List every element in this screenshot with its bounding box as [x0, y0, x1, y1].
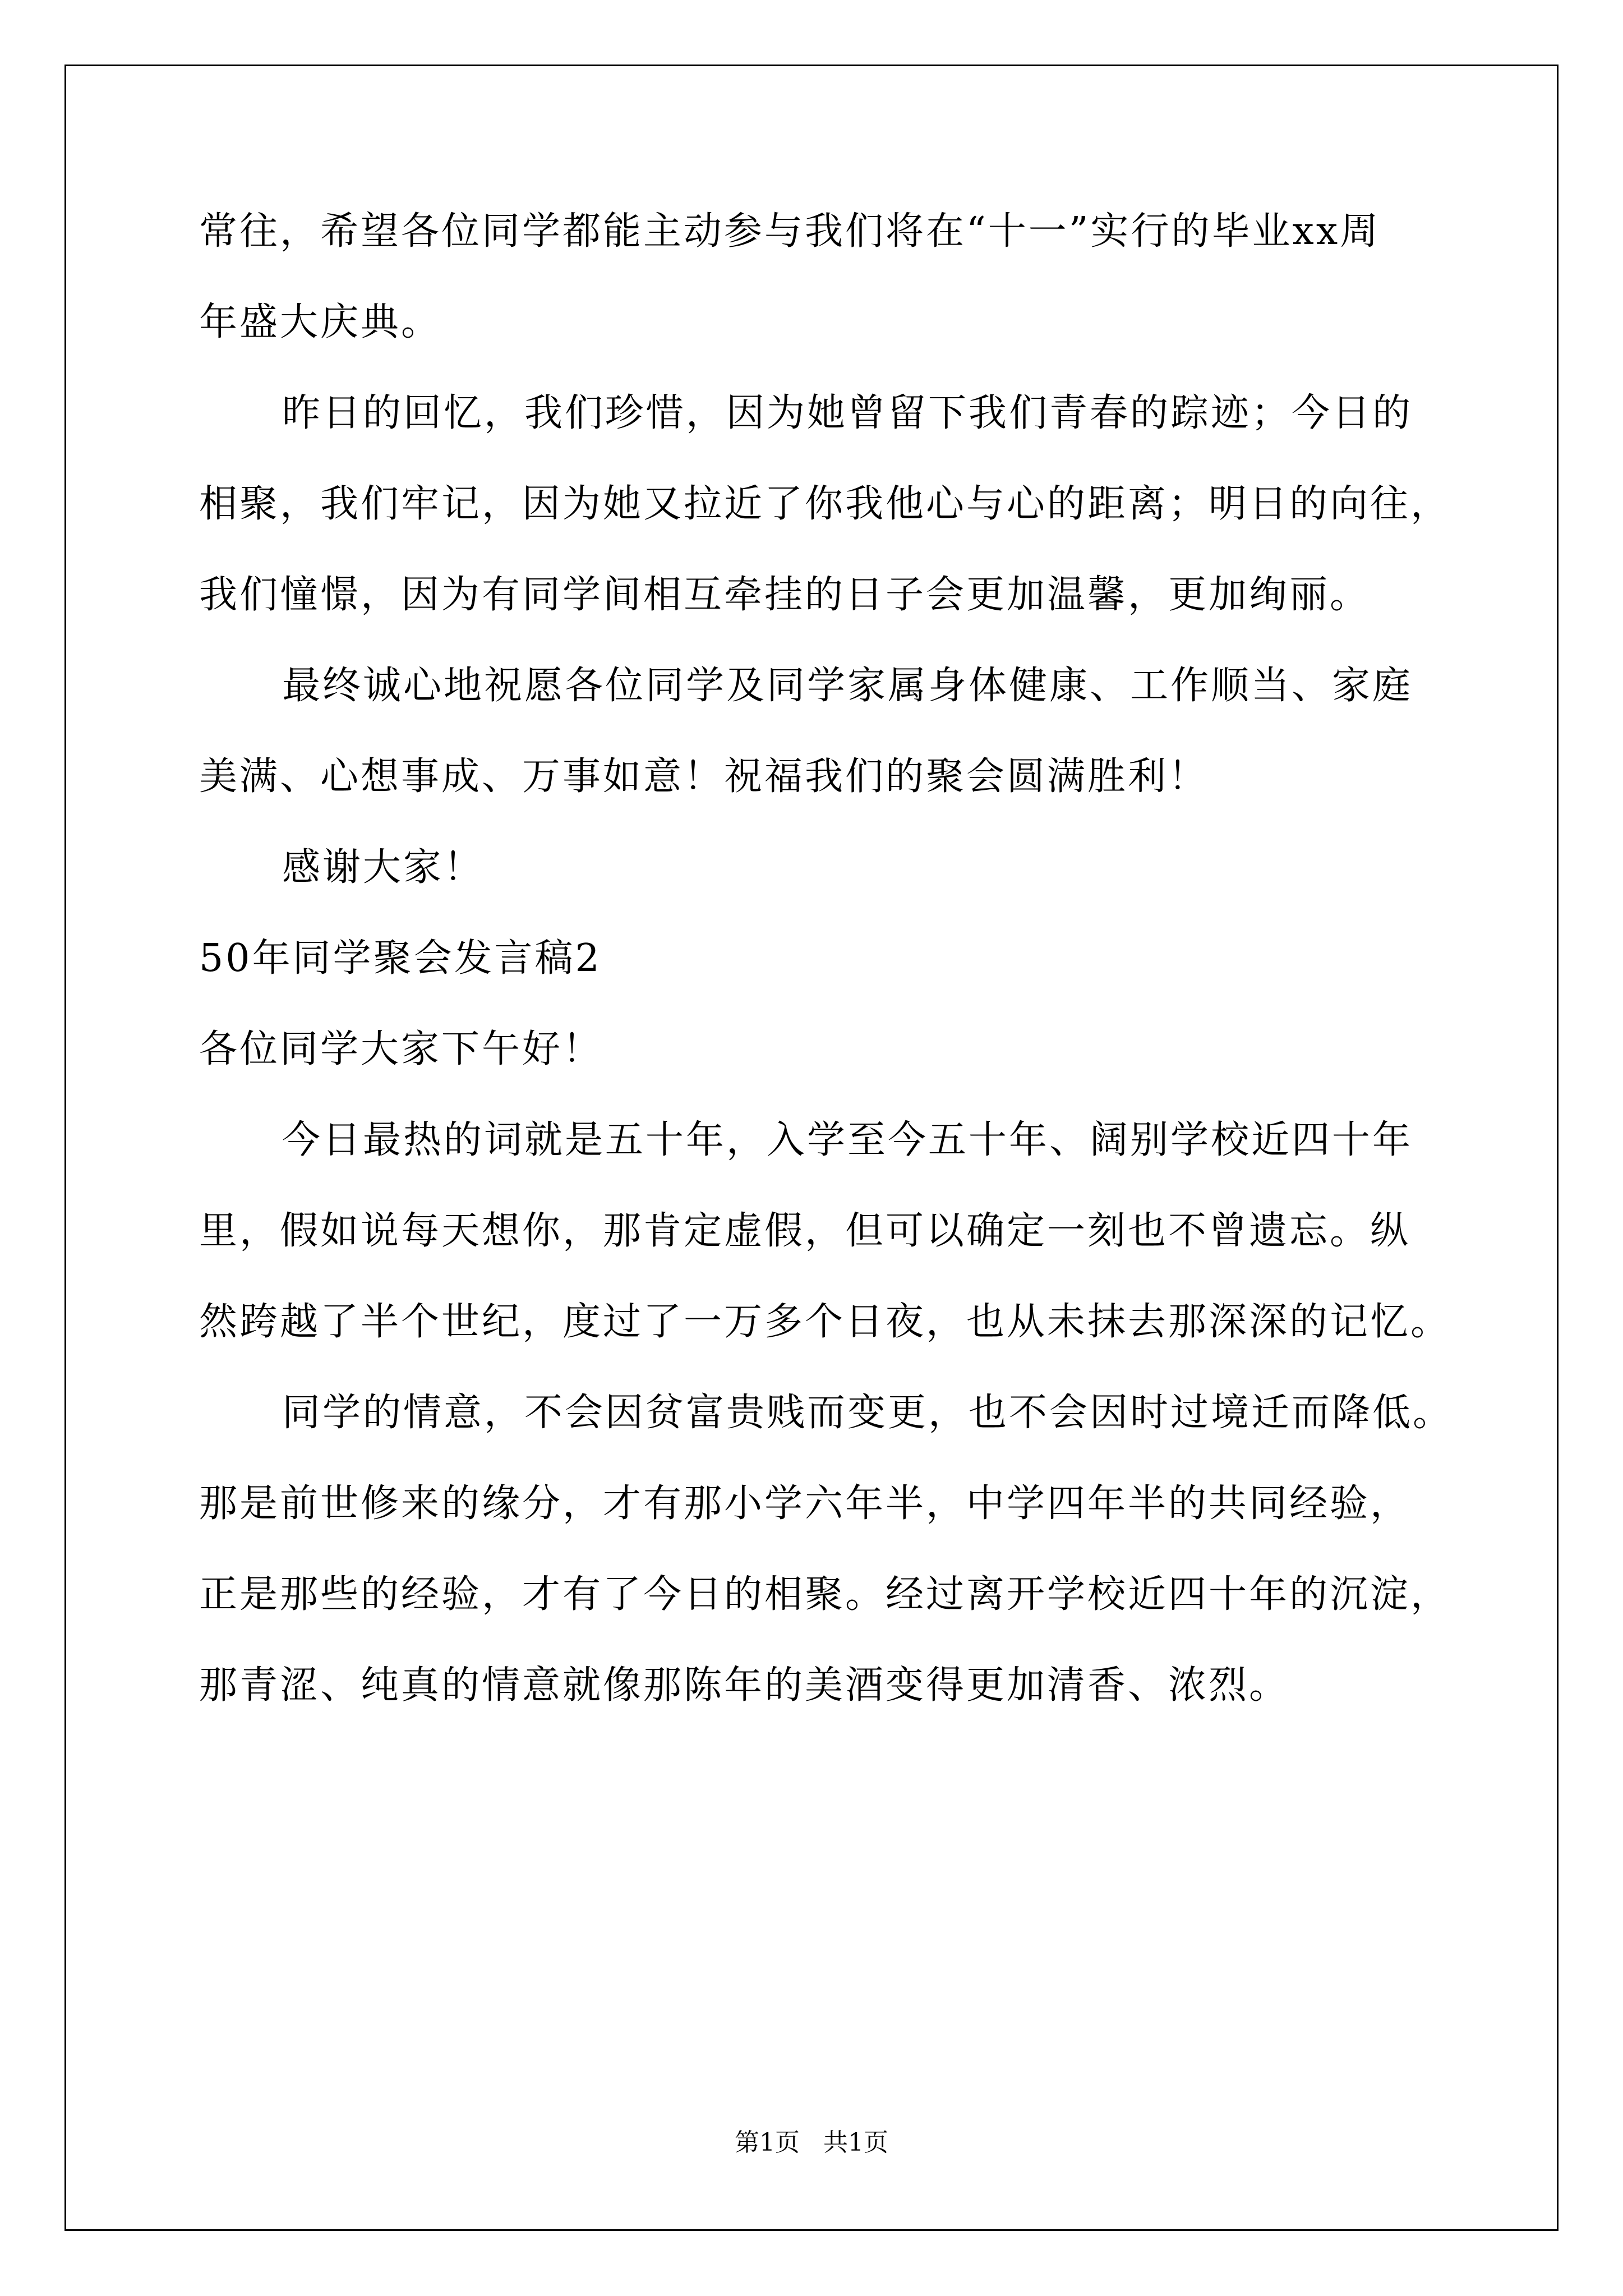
text-line: 然跨越了半个世纪，度过了一万多个日夜，也从未抹去那深深的记忆。	[199, 1300, 1451, 1344]
page-footer: 第1页 共1页	[735, 2128, 888, 2157]
paragraph-start: 感谢大家！	[282, 845, 485, 890]
greeting-line: 各位同学大家下午好！	[199, 1027, 603, 1071]
text-line: 年盛大庆典。	[199, 300, 442, 344]
paragraph-start: 今日最热的词就是五十年，入学至今五十年、阔别学校近四十年	[282, 1118, 1413, 1162]
paragraph-start: 昨日的回忆，我们珍惜，因为她曾留下我们青春的踪迹；今日的	[282, 391, 1413, 435]
text-line: 美满、心想事成、万事如意！祝福我们的聚会圆满胜利！	[199, 754, 1209, 799]
text-line: 里，假如说每天想你，那肯定虚假，但可以确定一刻也不曾遗忘。纵	[199, 1209, 1411, 1253]
paragraph-start: 同学的情意，不会因贫富贵贱而变更，也不会因时过境迁而降低。	[282, 1391, 1454, 1435]
document-body	[199, 209, 1454, 1755]
text-line: 我们憧憬，因为有同学间相互牵挂的日子会更加温馨，更加绚丽。	[199, 573, 1371, 617]
text-line: 那是前世修来的缘分，才有那小学六年半，中学四年半的共同经验，	[199, 1481, 1411, 1526]
text-line: 正是那些的经验，才有了今日的相聚。经过离开学校近四十年的沉淀，	[199, 1572, 1451, 1617]
text-line: 常往，希望各位同学都能主动参与我们将在“十一”实行的毕业xx周	[199, 209, 1381, 254]
paragraph-start: 最终诚心地祝愿各位同学及同学家属身体健康、工作顺当、家庭	[282, 664, 1413, 708]
text-line: 相聚，我们牢记，因为她又拉近了你我他心与心的距离；明日的向往，	[199, 482, 1451, 526]
section-heading: 50年同学聚会发言稿2	[199, 936, 602, 981]
text-line: 那青涩、纯真的情意就像那陈年的美酒变得更加清香、浓烈。	[199, 1663, 1290, 1708]
